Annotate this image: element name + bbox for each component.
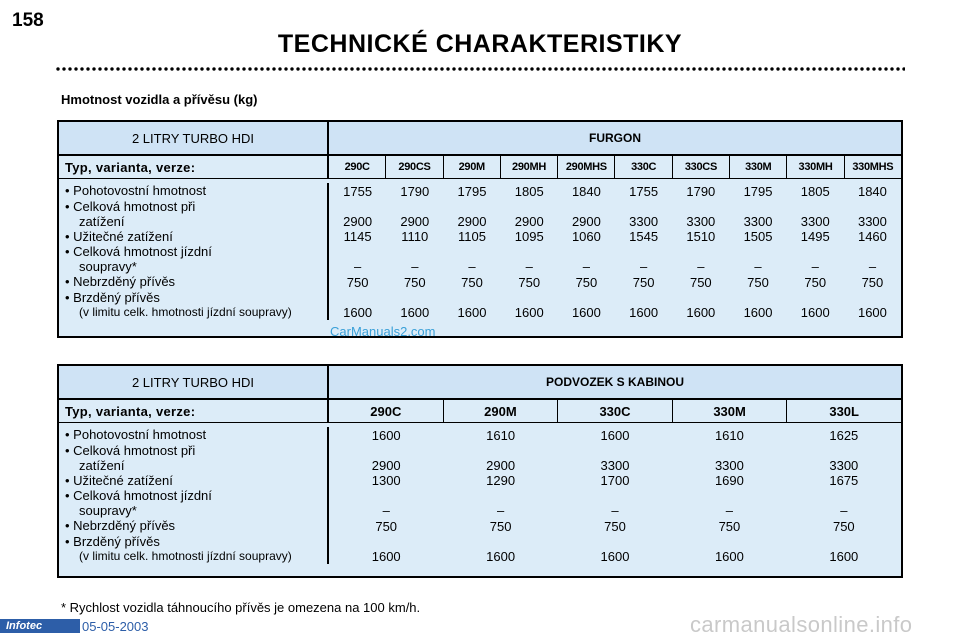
table-cell: 1790 <box>400 183 430 199</box>
table-cell: – <box>353 259 362 274</box>
table-cell: 1840 <box>857 183 887 199</box>
type-columns <box>329 400 901 422</box>
row-labels <box>59 427 329 564</box>
table-row <box>329 274 901 290</box>
row-label <box>59 274 327 290</box>
row-label-continuation: zatížení <box>79 457 125 473</box>
column-header: 330MHS <box>844 156 901 178</box>
table-cell: 750 <box>804 274 827 290</box>
table-cell: 2900 <box>457 213 487 229</box>
table-cell: 3300 <box>686 213 716 229</box>
table-row <box>329 473 901 489</box>
table-header <box>59 122 901 156</box>
table-cell: 750 <box>375 518 398 534</box>
page-title: TECHNICKÉ CHARAKTERISTIKY <box>277 30 683 58</box>
column-header: 290MHS <box>557 156 614 178</box>
table-row <box>329 183 901 199</box>
table-cell: 1110 <box>401 229 429 244</box>
table-cell: – <box>840 503 848 518</box>
row-values <box>329 183 901 320</box>
row-label-text: • Pohotovostní hmotnost <box>65 427 207 442</box>
table-cell: 1505 <box>743 229 773 244</box>
table-cell: 1625 <box>829 427 859 443</box>
table-header <box>59 366 901 400</box>
table-cell: 1755 <box>343 183 373 199</box>
row-label <box>59 518 327 534</box>
table-cell: 3300 <box>714 457 744 473</box>
table-cell: 1060 <box>571 229 601 244</box>
table-cell: 1095 <box>514 229 544 244</box>
furgon-weight-table <box>57 120 903 338</box>
body-type-label: FURGON <box>589 131 641 145</box>
table-cell: 1795 <box>743 183 773 199</box>
row-label-continuation: soupravy* <box>79 503 137 518</box>
column-header: 330C <box>614 156 671 178</box>
row-label-text: • Nebrzděný přívěs <box>65 518 176 533</box>
table-cell: 2900 <box>400 213 430 229</box>
table-cell: 1795 <box>457 183 487 199</box>
table-cell: – <box>525 259 533 274</box>
table-cell: 750 <box>604 518 626 534</box>
table-cell: 1690 <box>714 473 744 488</box>
table-row <box>329 518 901 534</box>
table-cell: 1600 <box>743 304 773 320</box>
table-row <box>329 427 901 443</box>
column-header: 330M <box>729 156 786 178</box>
table-cell: 3300 <box>857 213 887 229</box>
table-cell: – <box>640 259 648 274</box>
table-row <box>329 534 901 564</box>
table-row <box>329 443 901 473</box>
table-cell: 1145 <box>343 229 372 244</box>
row-label <box>59 183 327 199</box>
table-cell: 1610 <box>486 427 516 443</box>
table-cell: 1600 <box>600 548 630 564</box>
engine-label: 2 LITRY TURBO HDI <box>59 122 329 154</box>
row-label-text: • Celková hmotnost při <box>65 442 196 458</box>
table-row <box>329 229 901 245</box>
chassis-cab-weight-table <box>57 364 903 578</box>
table-cell: – <box>411 259 419 274</box>
row-label-text: • Brzděný přívěs <box>65 289 160 305</box>
table-cell: 750 <box>518 274 541 290</box>
type-label: Typ, varianta, verze: <box>59 400 329 422</box>
table-cell: 2900 <box>514 213 544 229</box>
table-cell: 750 <box>403 274 426 290</box>
row-label-text: • Nebrzděný přívěs <box>65 274 176 289</box>
table-cell: 750 <box>861 274 884 290</box>
table-cell: 2900 <box>486 457 516 473</box>
body-type-label: PODVOZEK S KABINOU <box>545 375 684 389</box>
dotted-divider <box>55 66 905 72</box>
table-body <box>59 423 901 564</box>
table-cell: 1600 <box>714 548 744 564</box>
row-label <box>59 244 327 274</box>
row-label-note: (v limitu celk. hmotnosti jízdní soupravy) <box>79 548 292 563</box>
row-label-text: • Celková hmotnost jízdní <box>65 488 212 503</box>
row-label <box>59 427 327 443</box>
page-number: 158 <box>12 10 44 31</box>
row-label-continuation: soupravy* <box>79 259 137 274</box>
table-cell: 3300 <box>829 457 859 473</box>
row-label-note: (v limitu celk. hmotnosti jízdní soupravy) <box>79 304 292 319</box>
row-label-text: • Užitečné zatížení <box>65 472 173 488</box>
row-labels <box>59 183 329 320</box>
table-cell: – <box>582 259 591 274</box>
type-row <box>59 156 901 179</box>
row-label <box>59 473 327 489</box>
row-label <box>59 199 327 229</box>
table-cell: 1495 <box>800 229 830 244</box>
table-cell: 750 <box>575 274 598 290</box>
table-cell: – <box>725 503 734 518</box>
table-cell: 1675 <box>829 473 859 488</box>
table-cell: 2900 <box>371 457 401 473</box>
table-cell: – <box>496 503 505 518</box>
table-cell: 1600 <box>571 304 601 320</box>
table-cell: 1600 <box>629 304 659 320</box>
table-cell: 1610 <box>714 427 744 443</box>
table-cell: 1805 <box>800 183 830 199</box>
engine-label: 2 LITRY TURBO HDI <box>59 366 329 398</box>
table-cell: 1805 <box>514 183 544 199</box>
column-header: 290M <box>443 156 500 178</box>
column-header: 290MH <box>500 156 557 178</box>
type-columns <box>329 156 901 178</box>
section-title: Hmotnost vozidla a přívěsu (kg) <box>61 92 258 107</box>
column-header: 290CS <box>385 156 442 178</box>
row-label <box>59 534 327 564</box>
table-cell: 2900 <box>343 213 373 229</box>
table-cell: 1755 <box>629 183 659 199</box>
column-header: 330C <box>557 400 672 422</box>
table-cell: 3300 <box>800 213 830 229</box>
table-cell: 1700 <box>600 473 630 488</box>
type-label: Typ, varianta, verze: <box>59 156 329 178</box>
table-cell: 1510 <box>686 229 716 244</box>
row-label <box>59 488 327 518</box>
row-label-text: • Celková hmotnost při <box>65 198 196 214</box>
table-cell: 750 <box>489 518 512 534</box>
table-body <box>59 179 901 320</box>
table-cell: 1600 <box>686 304 716 320</box>
table-cell: – <box>868 259 877 274</box>
table-cell: 1545 <box>629 229 659 244</box>
column-header: 290C <box>344 161 370 173</box>
table-cell: 3300 <box>743 213 773 229</box>
row-label <box>59 443 327 473</box>
table-cell: 1600 <box>514 304 544 320</box>
table-cell: – <box>811 259 819 274</box>
table-cell: 1460 <box>857 229 887 244</box>
table-cell: 1290 <box>486 473 516 488</box>
table-cell: 750 <box>689 274 712 290</box>
column-header: 330CS <box>672 156 729 178</box>
table-cell: 1600 <box>800 304 830 320</box>
row-label <box>59 229 327 245</box>
row-label-text: • Užitečné zatížení <box>65 228 173 244</box>
column-header: 330MH <box>786 156 843 178</box>
row-label-continuation: zatížení <box>79 213 125 229</box>
table-cell: 1600 <box>457 304 487 320</box>
table-cell: 3300 <box>629 213 659 229</box>
row-label <box>59 290 327 320</box>
table-cell: 1840 <box>571 183 601 199</box>
table-cell: 2900 <box>571 213 601 229</box>
column-header: 330M <box>672 400 787 422</box>
table-cell: 1600 <box>829 548 859 564</box>
table-cell: 1105 <box>458 229 486 244</box>
table-cell: 1600 <box>486 548 516 564</box>
table-cell: 750 <box>461 274 483 290</box>
table-cell: – <box>468 259 476 274</box>
table-cell: – <box>754 259 762 274</box>
type-row <box>59 400 901 423</box>
table-row <box>329 199 901 229</box>
table-cell: 750 <box>718 518 741 534</box>
table-cell: 1600 <box>400 304 430 320</box>
table-cell: 750 <box>346 274 369 290</box>
row-label-text: • Celková hmotnost jízdní <box>65 244 212 259</box>
column-header: 330L <box>786 400 901 422</box>
table-row <box>329 290 901 320</box>
table-cell: 1600 <box>600 427 630 443</box>
footnote: * Rychlost vozidla táhnoucího přívěs je omezena na 100 km/h. <box>61 600 421 615</box>
watermark: CarManuals2.com <box>330 324 436 339</box>
table-cell: 1300 <box>371 473 401 488</box>
column-header: 290M <box>443 400 558 422</box>
table-cell: 750 <box>747 274 769 290</box>
table-cell: 1600 <box>371 427 401 443</box>
table-cell: 1600 <box>343 304 373 320</box>
table-cell: 1600 <box>371 548 401 564</box>
row-label-text: • Brzděný přívěs <box>65 533 160 549</box>
table-cell: 1790 <box>686 183 716 199</box>
table-cell: 1600 <box>857 304 887 320</box>
footer-date: 05-05-2003 <box>82 619 149 634</box>
table-cell: 750 <box>632 274 655 290</box>
table-cell: 750 <box>832 518 855 534</box>
row-label-text: • Pohotovostní hmotnost <box>65 183 207 198</box>
footer-site-watermark: carmanualsonline.info <box>690 612 913 637</box>
table-cell: – <box>611 503 619 518</box>
table-row <box>329 488 901 518</box>
table-cell: – <box>697 259 705 274</box>
table-cell: 3300 <box>600 457 630 473</box>
table-cell: – <box>382 503 390 518</box>
infotec-logo: Infotec <box>0 619 80 633</box>
row-values <box>329 427 901 564</box>
table-row <box>329 244 901 274</box>
column-header: 290C <box>370 403 402 419</box>
